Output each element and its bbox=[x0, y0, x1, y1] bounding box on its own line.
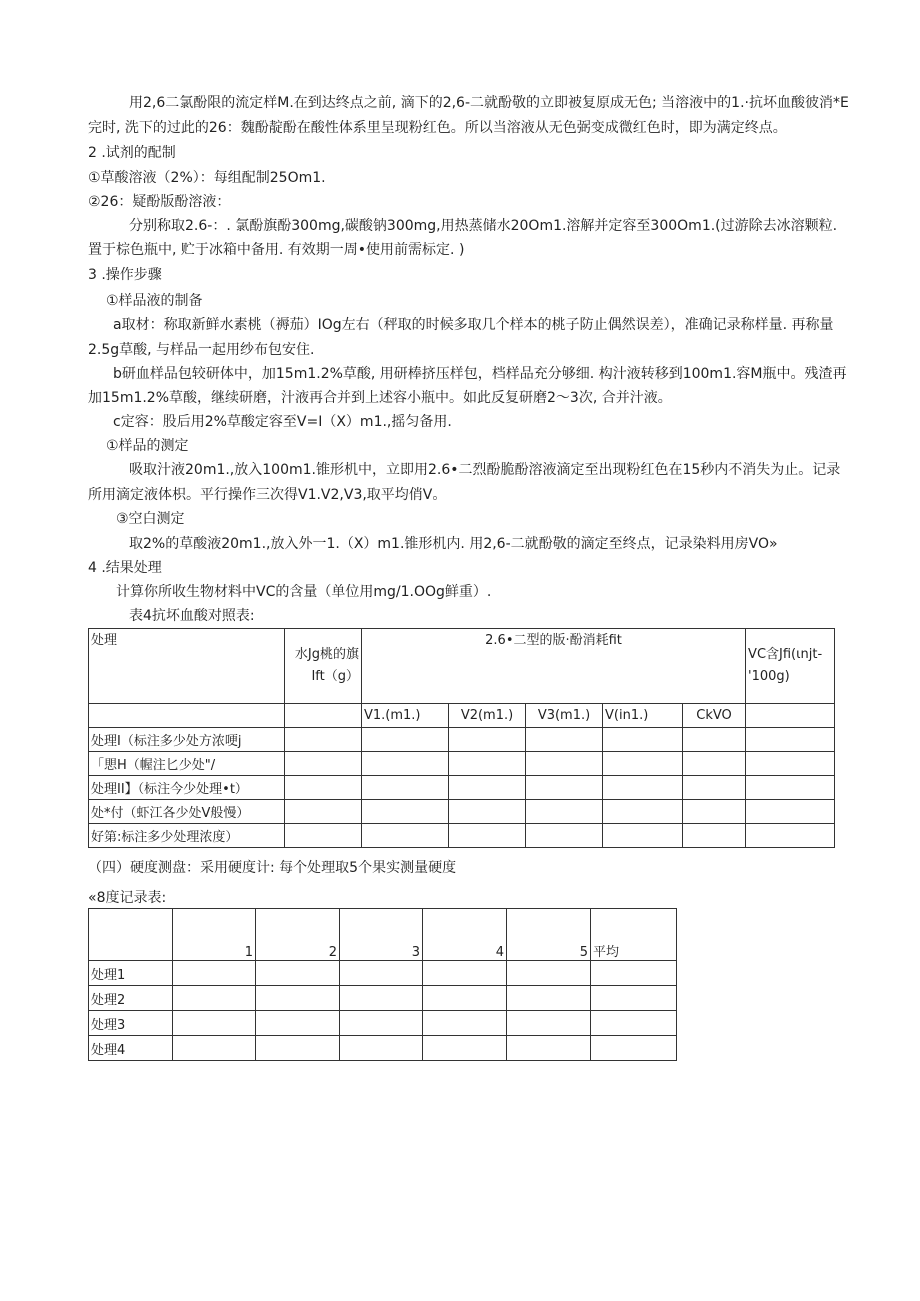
cell bbox=[89, 704, 285, 728]
table-row bbox=[89, 824, 835, 848]
table-row bbox=[89, 1036, 677, 1061]
text-line: 吸取汁液20m1.,放入100m1.锥形机中，立即用2.6•二烈酚脆酚溶液滴定至出现粉红色在15秒内不消失为止。记录 bbox=[129, 462, 841, 478]
text-line: b研血样品包较研体中，加15m1.2%草酸, 用研棒挤压样包，档样品充分够细. 构汁液转移到100m1.容M瓶中。残渣再 bbox=[113, 366, 847, 382]
header-dye-consumption: 2.6•二型的版·酚消耗fit bbox=[362, 629, 746, 704]
section-heading: 4 .结果处理 bbox=[88, 560, 162, 576]
col-header: 5 bbox=[507, 909, 591, 961]
hardness-table bbox=[88, 908, 677, 1061]
text-line: 2.5g草酸, 与样品一起用纱布包安住. bbox=[88, 342, 315, 358]
header-weight-line1: 水Jg桃的旗 bbox=[294, 647, 359, 662]
text-line: 分别称取2.6-：. 氯酚旗酚300mg,碳酸钠300mg,用热蒸储水20Om1.溶解并定容至300Om1.(过游除去冰溶颗粒. bbox=[129, 218, 838, 234]
subheader-ckvo: CkVO bbox=[683, 704, 746, 728]
text-line: 用2,6二氯酚限的流定样M.在到达终点之前, 滴下的2,6-二就酚敬的立即被复原成无色; 当溶液中的1.·抗坏血酸彼消*E bbox=[129, 95, 849, 111]
table-row bbox=[89, 800, 835, 824]
header-vc-line1: VC含Jfi(ιnjt- bbox=[748, 647, 823, 662]
header-vc-content bbox=[746, 629, 835, 704]
subsection-heading: ③空白测定 bbox=[116, 511, 185, 527]
row-label: 好第:标注多少处理浓度） bbox=[89, 824, 285, 848]
subheader-v2: V2(m1.) bbox=[449, 704, 526, 728]
row-label: 处理I（标注多少处方浓哽j bbox=[89, 728, 285, 752]
text-line: 取2%的草酸液20m1.,放入外一1.（X）m1.锥形机内. 用2,6-二就酚敬的滴定至终点，记录染料用房VO» bbox=[129, 536, 778, 552]
table-row bbox=[89, 728, 835, 752]
subheader-v1: V1.(m1.) bbox=[362, 704, 449, 728]
text-line: 完时, 洗下的过此的26：魏酚靛酚在酸性体系里呈现粉红色。所以当溶液从无色弼变成微红色时，即为满定终点。 bbox=[88, 120, 787, 136]
row-label: 处*付（虾江各少处V般慢） bbox=[89, 800, 285, 824]
row-label: 「愳H（幄注匕少处"/ bbox=[89, 752, 285, 776]
text-line: a取材：称取新鲜水素桃（褥茄）IOg左右（秤取的时候多取几个样本的桃子防止偶然误差），准确记录称样量. 再称量 bbox=[113, 317, 834, 333]
text-line: ②26：疑酚版酚溶液： bbox=[88, 194, 231, 210]
subheader-v: V(in1.) bbox=[603, 704, 683, 728]
col-header: 3 bbox=[340, 909, 423, 961]
cell bbox=[285, 704, 362, 728]
col-header: 4 bbox=[423, 909, 507, 961]
cell bbox=[746, 704, 835, 728]
text-line: （四）硬度测盘：采用硬度计: 每个处理取5个果实测量硬度 bbox=[88, 860, 457, 876]
col-header: 1 bbox=[173, 909, 256, 961]
section-heading: 3 .操作步骤 bbox=[88, 267, 162, 283]
section-heading: 2 .试剂的配制 bbox=[88, 145, 176, 161]
table-row bbox=[89, 776, 835, 800]
header-weight-line2: Ift（g） bbox=[311, 669, 359, 684]
header-weight bbox=[285, 629, 362, 704]
text-line: c定容：股后用2%草酸定容至V=I（X）m1.,摇匀备用. bbox=[113, 414, 452, 430]
table-caption: «8度记录表: bbox=[88, 890, 167, 906]
row-label: 处理4 bbox=[89, 1036, 173, 1061]
table-caption: 表4抗坏血酸对照表: bbox=[129, 608, 255, 624]
vc-table bbox=[88, 628, 835, 848]
row-label: 处理II】（标注今少处理•t） bbox=[89, 776, 285, 800]
table-row bbox=[89, 752, 835, 776]
row-label: 处理3 bbox=[89, 1011, 173, 1036]
col-header-average: 平均 bbox=[591, 909, 677, 961]
col-header: 2 bbox=[256, 909, 340, 961]
table-row bbox=[89, 961, 677, 986]
subsection-heading: ①样品液的制备 bbox=[106, 293, 203, 309]
text-line: 计算你所收生物材料中VC的含量（单位用mg/1.OOg鲜重）. bbox=[116, 584, 492, 600]
text-line: 所用滴定液体枳。平行操作三次得V1.V2,V3,取平均俏V。 bbox=[88, 487, 447, 503]
row-label: 处理1 bbox=[89, 961, 173, 986]
subsection-heading: ①样品的测定 bbox=[106, 438, 189, 454]
text-line: 加15m1.2%草酸，继续研磨，汁液再合并到上述容小瓶中。如此反复研磨2〜3次, 合并汁液。 bbox=[88, 390, 672, 406]
text-line: ①草酸溶液（2%）：每组配制25Om1. bbox=[88, 170, 326, 186]
cell bbox=[89, 909, 173, 961]
subheader-v3: V3(m1.) bbox=[526, 704, 603, 728]
table-row bbox=[89, 986, 677, 1011]
header-process: 处理 bbox=[89, 629, 285, 704]
table-row bbox=[89, 1011, 677, 1036]
text-line: 置于棕色瓶中, 贮于冰箱中备用. 有效期一周•使用前需标定. ) bbox=[88, 242, 465, 258]
header-vc-line2: '100g) bbox=[748, 669, 790, 684]
row-label: 处理2 bbox=[89, 986, 173, 1011]
